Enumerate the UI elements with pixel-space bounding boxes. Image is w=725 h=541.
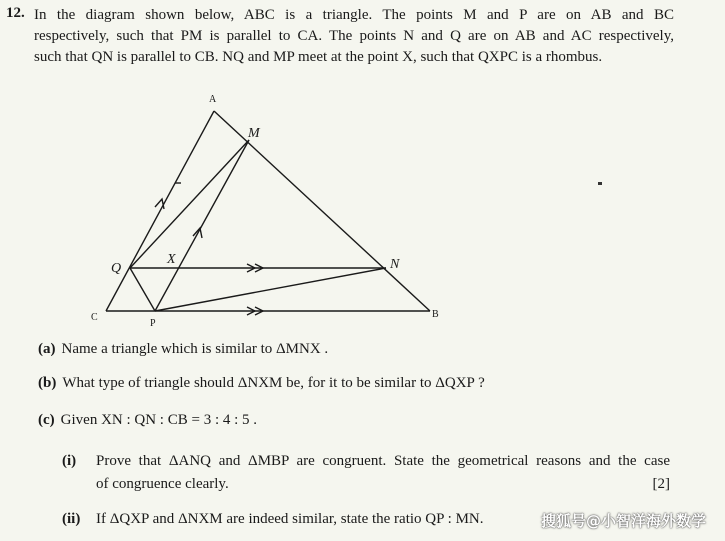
subpart-i-body [96, 450, 670, 496]
subpart-ii-tag: (ii) [62, 511, 81, 527]
label-x: X [167, 252, 176, 267]
side-ab [214, 111, 430, 311]
label-q: Q [111, 261, 122, 276]
subpart-i-line-2-text: of congruence clearly. [96, 476, 229, 492]
subpart-i-line-1: Prove that ΔANQ and ΔMBP are congruent. State the geometrical reasons and the case [96, 453, 670, 469]
ink-speck [598, 182, 602, 185]
part-c-tag: (c) [38, 412, 55, 428]
question-number: 12. [6, 5, 25, 21]
label-c: C [91, 312, 98, 323]
part-b-tag: (b) [38, 375, 57, 391]
part-a-tag: (a) [38, 341, 56, 357]
part-b-text: What type of triangle should ΔNXM be, for it to be similar to ΔQXP ? [62, 375, 485, 391]
segment-pn [155, 268, 386, 311]
stem-line-1: In the diagram shown below, ABC is a triangle. The points M and P are on AB and BC [34, 7, 674, 23]
part-c [38, 412, 257, 429]
watermark: 搜狐号@小智洋海外数学 [541, 512, 707, 530]
part-c-text: Given XN : QN : CB = 3 : 4 : 5 . [60, 412, 258, 428]
part-b [38, 375, 485, 392]
subpart-i-line-2 [96, 473, 670, 496]
marks-label: [2] [652, 476, 670, 492]
segment-qp [130, 268, 155, 311]
subpart-i-tag: (i) [62, 453, 77, 469]
stem-line-2: respectively, such that PM is parallel to CA. The points N and Q are on AB and AC respectively, [34, 28, 674, 44]
subpart-ii-line: If ΔQXP and ΔNXM are indeed similar, state the ratio QP : MN. [96, 511, 484, 527]
part-a [38, 341, 328, 358]
label-p: P [150, 318, 156, 329]
label-b: B [432, 309, 439, 320]
label-m: M [248, 126, 260, 141]
label-n: N [390, 257, 400, 272]
stem-line-3: such that QN is parallel to CB. NQ and MP meet at the point X, such that QXPC is a rhombus. [34, 49, 603, 65]
label-a: A [209, 94, 217, 105]
side-ca [106, 111, 214, 311]
part-a-text: Name a triangle which is similar to ΔMNX . [61, 341, 329, 357]
subpart-i [62, 450, 670, 498]
